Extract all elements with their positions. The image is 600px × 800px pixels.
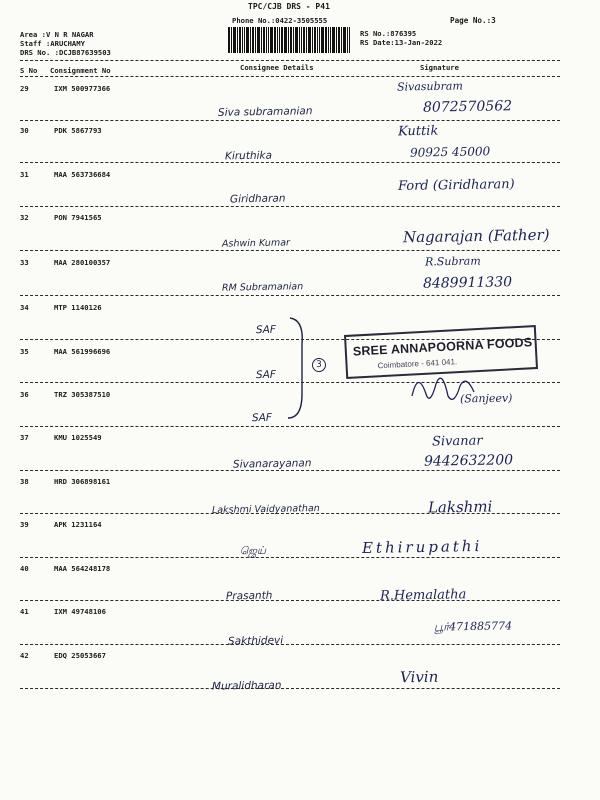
signature: Sivasubram bbox=[396, 79, 463, 94]
row-divider bbox=[20, 688, 560, 689]
row-divider bbox=[20, 295, 560, 296]
table-row bbox=[0, 520, 600, 530]
sheet-title: TPC/CJB DRS - P41 bbox=[248, 2, 330, 11]
row-sno: 40 bbox=[20, 564, 29, 573]
row-consignment: IXM 49748106 bbox=[54, 607, 106, 616]
staff-label: Staff :ARUCHAMY bbox=[20, 39, 85, 48]
consignee-name: SAF bbox=[251, 411, 272, 425]
stamp-name: SREE ANNAPOORNA FOODS bbox=[352, 335, 533, 359]
signature: Lakshmi bbox=[427, 497, 493, 517]
barcode bbox=[228, 27, 350, 53]
row-sno: 36 bbox=[20, 390, 29, 399]
row-sno: 42 bbox=[20, 651, 29, 660]
row-divider bbox=[20, 120, 560, 121]
table-row bbox=[0, 213, 600, 223]
area-label: Area :V N R NAGAR bbox=[20, 30, 94, 39]
row-consignment: TRZ 305387510 bbox=[54, 390, 111, 399]
signature: (Sanjeev) bbox=[459, 391, 513, 406]
signature-phone: 9442632200 bbox=[423, 452, 514, 470]
row-consignment: KMU 1025549 bbox=[54, 433, 102, 442]
consignee-name: RM Subramanian bbox=[221, 281, 304, 294]
row-consignment: IXM 500977366 bbox=[54, 84, 111, 93]
row-consignment: EDQ 25053667 bbox=[54, 651, 106, 660]
signature: Sivanar bbox=[431, 433, 483, 450]
consignee-name: Muralidharan bbox=[211, 679, 282, 693]
row-divider bbox=[20, 250, 560, 251]
consignee-name: Prasanth bbox=[225, 589, 273, 603]
row-sno: 29 bbox=[20, 84, 29, 93]
row-consignment: MAA 561996696 bbox=[54, 347, 111, 356]
row-sno: 39 bbox=[20, 520, 29, 529]
column-sno: S No bbox=[20, 66, 38, 75]
consignee-name: Ashwin Kumar bbox=[221, 237, 290, 250]
signature: R.Hemalatha bbox=[379, 587, 467, 604]
row-sno: 37 bbox=[20, 433, 29, 442]
signature-phone: 90925 45000 bbox=[409, 144, 491, 160]
signature: பூர்471885774 bbox=[433, 619, 513, 634]
row-sno: 41 bbox=[20, 607, 29, 616]
row-sno: 35 bbox=[20, 347, 29, 356]
row-consignment: MAA 563736684 bbox=[54, 170, 111, 179]
table-row bbox=[0, 607, 600, 617]
signature-phone: 8489911330 bbox=[422, 274, 513, 292]
column-consignment: Consignment No bbox=[50, 66, 111, 75]
row-sno: 31 bbox=[20, 170, 29, 179]
table-row bbox=[0, 84, 600, 94]
column-consignee-details: Consignee Details bbox=[240, 63, 314, 72]
consignee-name: ஜெய் bbox=[239, 544, 267, 558]
signature: Ford (Giridharan) bbox=[397, 176, 515, 195]
header-divider bbox=[20, 60, 560, 61]
phone-number: Phone No.:0422-3505555 bbox=[232, 16, 328, 25]
signature: Nagarajan (Father) bbox=[402, 225, 550, 247]
page-number: Page No.:3 bbox=[450, 16, 496, 25]
signature-phone: 8072570562 bbox=[422, 98, 513, 116]
row-divider bbox=[20, 557, 560, 558]
row-consignment: APK 1231164 bbox=[54, 520, 102, 529]
row-divider bbox=[20, 644, 560, 645]
row-consignment: MAA 280100357 bbox=[54, 258, 111, 267]
row-sno: 38 bbox=[20, 477, 29, 486]
row-consignment: PDK 5867793 bbox=[54, 126, 102, 135]
consignee-name: Sivanarayanan bbox=[232, 457, 312, 471]
row-divider bbox=[20, 470, 560, 471]
column-divider bbox=[20, 76, 560, 77]
row-sno: 32 bbox=[20, 213, 29, 222]
row-divider bbox=[20, 600, 560, 601]
table-row bbox=[0, 303, 600, 313]
row-divider bbox=[20, 206, 560, 207]
drs-number: DRS No. :DCJB87639503 bbox=[20, 48, 111, 57]
row-divider bbox=[20, 426, 560, 427]
row-consignment: PON 7941565 bbox=[54, 213, 102, 222]
signature: Kuttik bbox=[397, 123, 439, 140]
stamp-address: Coimbatore - 641 041. bbox=[377, 357, 458, 371]
consignee-name: Giridharan bbox=[229, 192, 286, 206]
table-row bbox=[0, 258, 600, 268]
rs-number: RS No.:876395 bbox=[360, 29, 417, 38]
signature: Vivin bbox=[399, 667, 439, 687]
signature: R.Subram bbox=[424, 254, 481, 269]
consignee-name: SAF bbox=[255, 323, 276, 337]
table-row bbox=[0, 433, 600, 443]
row-consignment: HRD 306898161 bbox=[54, 477, 111, 486]
brace-mark bbox=[286, 314, 332, 424]
consignee-name: Siva subramanian bbox=[217, 105, 313, 119]
consignee-name: Lakshmi Vaidyanathan bbox=[211, 503, 320, 516]
row-sno: 33 bbox=[20, 258, 29, 267]
row-consignment: MTP 1140126 bbox=[54, 303, 102, 312]
consignee-name: SAF bbox=[255, 368, 276, 382]
column-signature: Signature bbox=[420, 63, 459, 72]
row-consignment: MAA 564248178 bbox=[54, 564, 111, 573]
table-row bbox=[0, 564, 600, 574]
table-row bbox=[0, 651, 600, 661]
row-sno: 30 bbox=[20, 126, 29, 135]
consignee-name: Sakthidevi bbox=[227, 634, 284, 648]
table-row bbox=[0, 477, 600, 487]
row-divider bbox=[20, 162, 560, 163]
table-row bbox=[0, 126, 600, 136]
rs-date: RS Date:13-Jan-2022 bbox=[360, 38, 443, 47]
row-sno: 34 bbox=[20, 303, 29, 312]
consignee-name: Kiruthika bbox=[224, 149, 273, 163]
signature: Ethirupathi bbox=[361, 536, 483, 558]
brace-number: 3 bbox=[312, 358, 326, 372]
